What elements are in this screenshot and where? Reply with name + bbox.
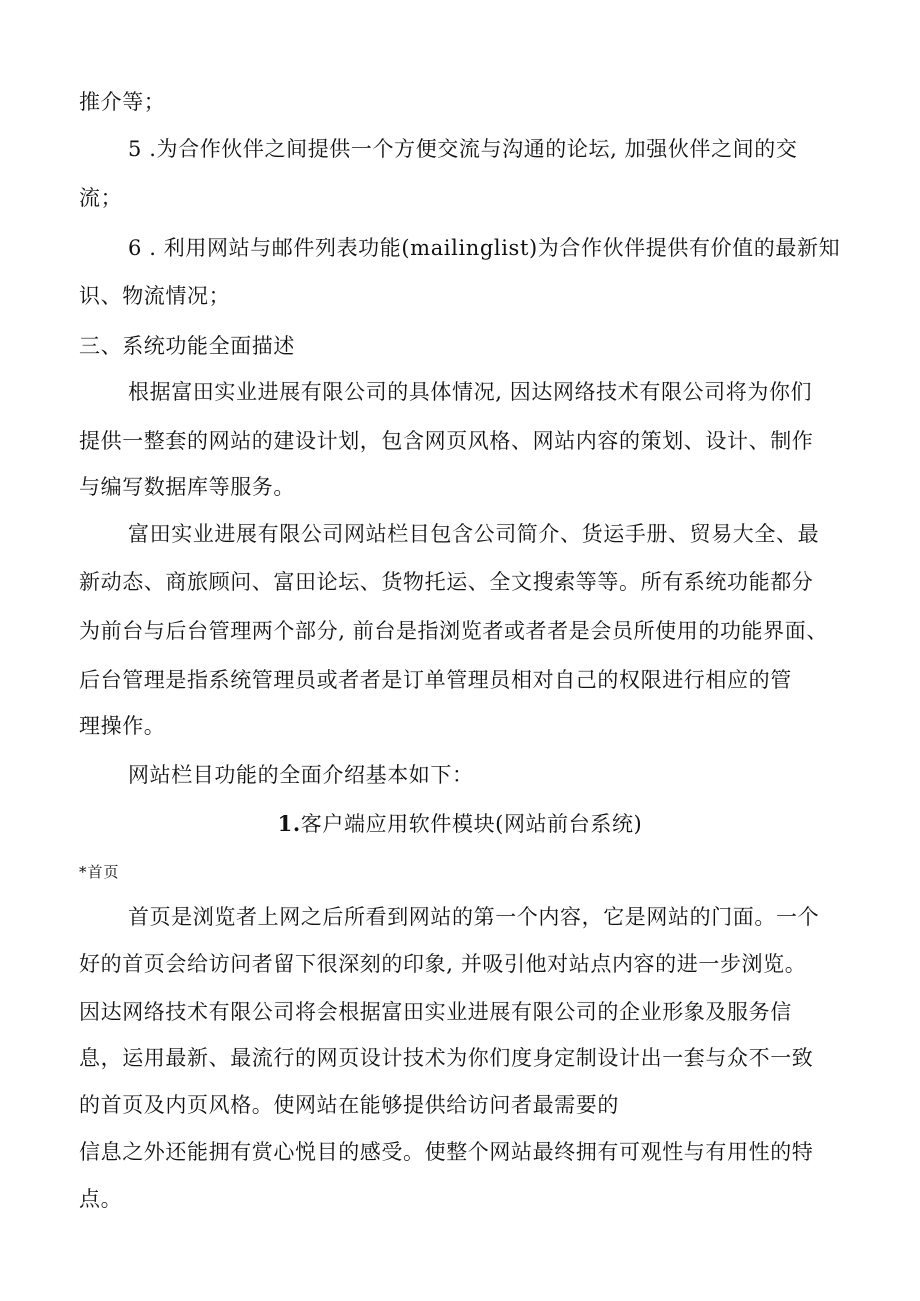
text-line: 新动态、商旅顾问、富田论坛、货物托运、全文搜索等等。所有系统功能都分 xyxy=(79,570,814,594)
text-line: 首页是浏览者上网之后所看到网站的第一个内容，它是网站的门面。一个 xyxy=(128,905,820,929)
text-line: 的首页及内页风格。使网站在能够提供给访问者最需要的 xyxy=(79,1093,619,1117)
subsection-heading xyxy=(0,809,920,839)
text-line: 息，运用最新、最流行的网页设计技术为你们度身定制设计出一套与众不一致 xyxy=(79,1046,814,1070)
text-line: 理操作。 xyxy=(79,714,166,738)
text-line: 信息之外还能拥有赏心悦目的感受。使整个网站最终拥有可观性与有用性的特 xyxy=(79,1140,814,1164)
text-line: 好的首页会给访问者留下很深刻的印象, 并吸引他对站点内容的进一步浏览。 xyxy=(79,952,807,976)
text-line: 为前台与后台管理两个部分, 前台是指浏览者或者者是会员所使用的功能界面、 xyxy=(79,619,828,643)
text-line: 5 .为合作伙伴之间提供一个方便交流与沟通的论坛, 加强伙伴之间的交 xyxy=(128,137,798,161)
text-line: 与编写数据库等服务。 xyxy=(79,475,295,499)
text-line: 后台管理是指系统管理员或者者是订单管理员相对自己的权限进行相应的管 xyxy=(79,668,792,692)
section-heading: 三、系统功能全面描述 xyxy=(79,334,295,358)
section-number: 1. xyxy=(277,811,301,836)
text-line: 6 . 利用网站与邮件列表功能(mailinglist)为合作伙伴提供有价值的最新知 xyxy=(128,236,841,260)
text-line: 提供一整套的网站的建设计划，包含网页风格、网站内容的策划、设计、制作 xyxy=(79,429,814,453)
subsection-title: 客户端应用软件模块(网站前台系统) xyxy=(300,812,643,836)
text-line: 富田实业进展有限公司网站栏目包含公司简介、货运手册、贸易大全、最 xyxy=(128,522,820,546)
text-line: 推介等； xyxy=(79,90,166,114)
text-line: 网站栏目功能的全面介绍基本如下： xyxy=(128,763,474,787)
text-line: 流； xyxy=(79,186,123,210)
item-heading: *首页 xyxy=(79,863,120,881)
text-line: 因达网络技术有限公司将会根据富田实业进展有限公司的企业形象及服务信 xyxy=(79,1000,792,1024)
text-line: 根据富田实业进展有限公司的具体情况, 因达网络技术有限公司将为你们 xyxy=(128,380,813,404)
text-line: 点。 xyxy=(79,1187,123,1211)
text-line: 识、物流情况； xyxy=(79,284,231,308)
